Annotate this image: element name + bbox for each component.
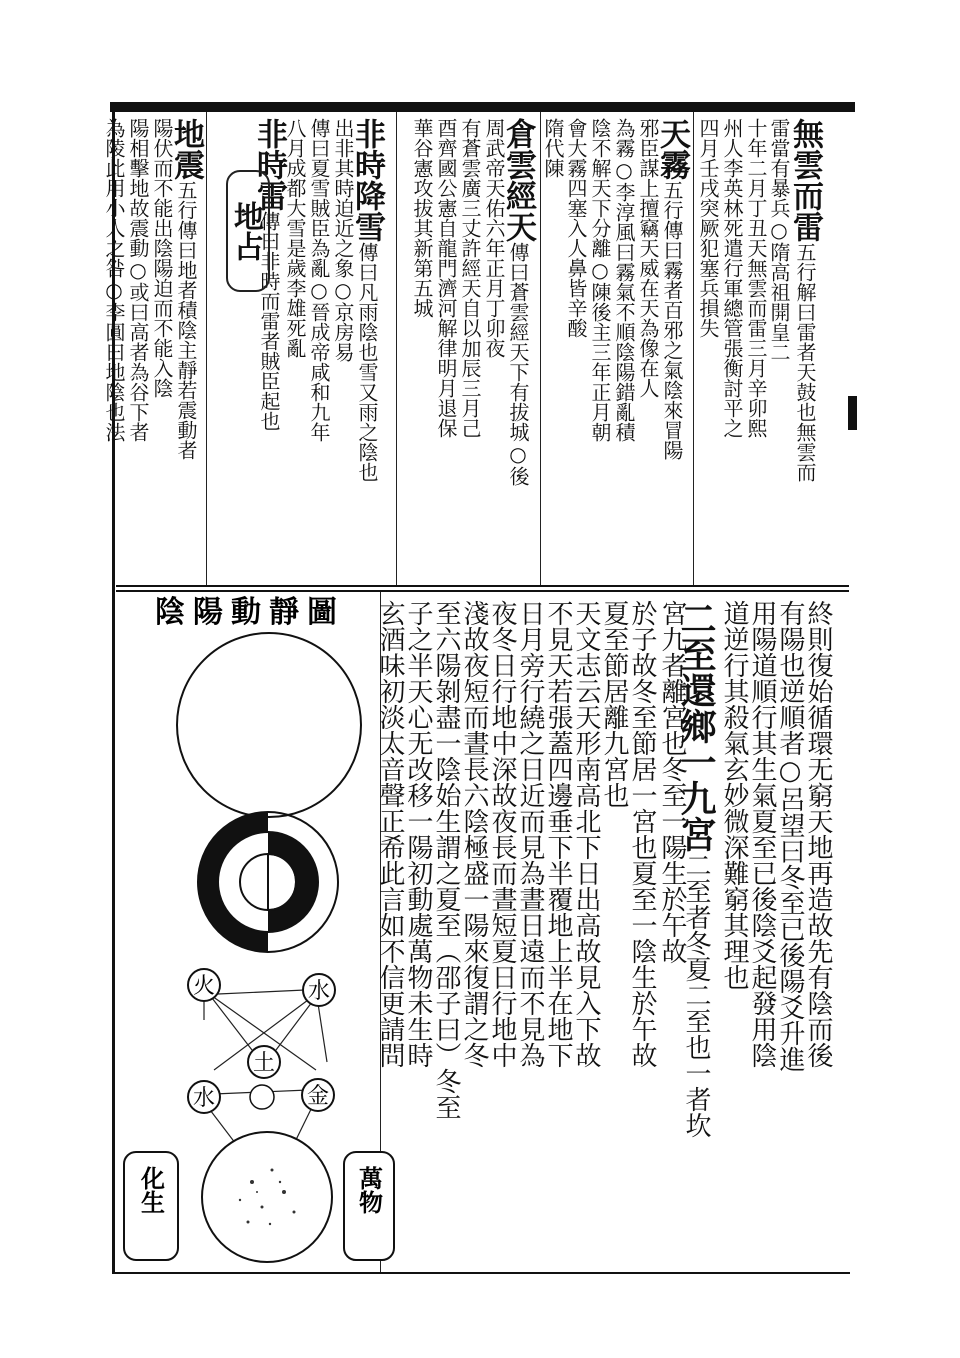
- column-text: 傳曰夏雪賊臣為亂○晉成帝咸和九年: [307, 118, 331, 442]
- text-column: [285, 118, 305, 583]
- column-text: 州人李英林死遣行軍總管張衡討平之: [720, 118, 744, 438]
- column-text: 陰不解天下分離○陳後主三年正月朝: [588, 118, 612, 442]
- svg-text:土: 土: [252, 1051, 276, 1076]
- text-column: [787, 118, 823, 583]
- myriad-things-label: 萬物: [354, 1166, 384, 1214]
- column-text: 會大霧四塞入人鼻皆辛酸: [564, 118, 588, 338]
- column-text: 夜冬日行地中深故夜長而晝短夏日行地中: [487, 600, 517, 1068]
- column-text: 道逆行其殺氣玄妙微深難窮其理也: [719, 600, 749, 990]
- text-column: [769, 118, 789, 583]
- text-column: [128, 118, 148, 583]
- text-column: [104, 118, 124, 583]
- water-element-left: [188, 1081, 220, 1113]
- middle-divider: [116, 585, 849, 592]
- column-text: 用陽道順行其生氣夏至已後陰爻起發用陰: [747, 600, 777, 1068]
- text-column: [545, 600, 571, 1268]
- svg-text:水: 水: [307, 979, 331, 1004]
- column-text: 不見天若張蓋四邊垂下半覆地上半在地下: [543, 600, 573, 1068]
- text-column: [349, 118, 385, 583]
- column-text: 天文志云天形南高北下日出高故見入下故: [571, 600, 601, 1068]
- section-label-stamp: 地占: [226, 170, 270, 292]
- column-text: 隋代陳: [541, 118, 565, 178]
- text-column: [590, 118, 610, 583]
- text-column: [333, 118, 353, 583]
- creation-circle: [202, 1132, 332, 1262]
- column-text: 八月成都大雪是歲李雄死亂: [283, 118, 307, 358]
- small-center-circle: [250, 1085, 274, 1109]
- water-element-right: [303, 974, 335, 1006]
- fire-element: [188, 969, 220, 1001]
- text-column: [168, 118, 204, 583]
- diagram-title: 陰陽動靜圖: [155, 595, 345, 630]
- column-text: 傳曰非時而雷者賊臣起也: [257, 211, 281, 431]
- entry-heading: 倉雲經天: [500, 118, 536, 242]
- text-column: [749, 600, 775, 1268]
- column-text: 有蒼雲廣三丈許經天自以加辰三月己: [458, 118, 482, 438]
- column-text: 傳曰蒼雲經天下有拔城○後: [506, 242, 530, 486]
- column-text: 陽相擊地故震動○或曰高者為谷下者: [126, 118, 150, 442]
- text-column: [629, 600, 655, 1268]
- column-text: 五行解曰雷者天鼓也無雲而: [793, 242, 817, 482]
- column-text: 日月旁行繞之日近而見為晝日遠而不見為: [515, 600, 545, 1068]
- column-text: 十年二月丁丑天無雲而雷三月辛卯熙: [744, 118, 768, 438]
- column-text: 周武帝天佑六年正月丁卯夜: [482, 118, 506, 358]
- svg-text:水: 水: [192, 1086, 216, 1111]
- text-column: [659, 600, 685, 1268]
- text-column: [436, 118, 456, 583]
- column-text: 宮九者離宮也冬至一陽生於午故: [657, 600, 687, 964]
- svg-text:火: 火: [192, 974, 216, 999]
- column-text: 為陵此用小人之咎○李圓曰地陰也法: [102, 118, 126, 442]
- column-text: 玄酒味初淡太音聲正希此言如不信更請問: [375, 600, 405, 1068]
- text-column: [500, 118, 536, 583]
- column-text: 酉齊國公憲自龍門濟河解律明月退保: [434, 118, 458, 438]
- entry-heading: 無雲而雷: [787, 118, 823, 242]
- column-text: 子之半天心无改移一陽初動處萬物未生時: [403, 600, 433, 1068]
- column-text: 陽伏而不能出陰陽迫而不能入陰: [150, 118, 174, 398]
- column-text: 五行傳曰地者積陰主靜若震動者: [174, 180, 198, 460]
- column-text: 二至者冬夏二至也一者坎: [681, 852, 711, 1138]
- text-column: [805, 600, 831, 1268]
- entry-heading: 天霧: [654, 118, 690, 180]
- entry-heading: 非時雷: [251, 118, 287, 211]
- column-text: 邪臣謀上擅竊天威在天為像在人: [636, 118, 660, 398]
- column-text: 有陽也逆順者○呂望曰冬至已後陽爻升進: [775, 600, 805, 1072]
- column-text: 於子故冬至節居一宮也夏至一陰生於午故: [627, 600, 657, 1068]
- text-column: [433, 600, 459, 1268]
- text-column: [405, 600, 431, 1268]
- earth-element: [248, 1046, 280, 1078]
- text-column: [722, 118, 742, 583]
- text-column: [460, 118, 480, 583]
- text-column: [517, 600, 543, 1268]
- text-column: [573, 600, 599, 1268]
- entry-heading: 地震: [168, 118, 204, 180]
- column-separator: [540, 112, 541, 585]
- text-column: [777, 600, 803, 1268]
- metal-element: [302, 1079, 334, 1111]
- column-text: 五行傳曰霧者百邪之氣陰來冒陽: [660, 180, 684, 460]
- text-column: [489, 600, 515, 1268]
- text-column: [152, 118, 172, 583]
- stillness-circle: [177, 633, 361, 817]
- text-column: [638, 118, 658, 583]
- column-text: 淺故夜短而晝長六陰極盛一陽來復謂之冬: [459, 600, 489, 1068]
- column-text: 四月壬戌突厥犯塞兵損失: [696, 118, 720, 338]
- taiji-rings: [198, 812, 338, 952]
- transformation-label: 化生: [136, 1166, 166, 1214]
- column-text: 華谷憲攻拔其新第五城: [410, 118, 434, 318]
- svg-text:金: 金: [306, 1084, 330, 1109]
- column-separator: [206, 112, 207, 585]
- text-column: [601, 600, 627, 1268]
- column-separator: [693, 112, 694, 585]
- text-column: [614, 118, 634, 583]
- column-text: 出非其時迫近之象○京房易: [331, 118, 355, 362]
- text-column: [721, 600, 747, 1268]
- entry-heading: 二至還鄉一九宮: [675, 600, 717, 852]
- text-column: [412, 118, 432, 583]
- column-text: 終則復始循環无窮天地再造故先有陰而後: [803, 600, 833, 1068]
- text-column: [654, 118, 690, 583]
- text-column: [309, 118, 329, 583]
- entry-heading: 非時降雪: [349, 118, 385, 242]
- edge-tab: [848, 396, 857, 430]
- column-separator: [396, 112, 397, 585]
- yin-yang-motion-stillness-diagram: [112, 592, 384, 1272]
- text-column: [746, 118, 766, 583]
- column-text: 夏至節居離九宮也: [599, 600, 629, 808]
- text-column: [566, 118, 586, 583]
- text-column: [543, 118, 563, 583]
- column-text: 傳曰凡雨陰也雪又雨之陰也: [355, 242, 379, 482]
- text-column: [484, 118, 504, 583]
- text-column: [461, 600, 487, 1268]
- column-text: 雷當有暴兵○隋高祖開皇二: [767, 118, 791, 362]
- column-text: 至六陽剝盡一陰始生謂之夏至（邵子曰）冬至: [431, 600, 461, 1120]
- text-column: [698, 118, 718, 583]
- column-text: 為霧○李淳風曰霧氣不順陰陽錯亂積: [612, 118, 636, 442]
